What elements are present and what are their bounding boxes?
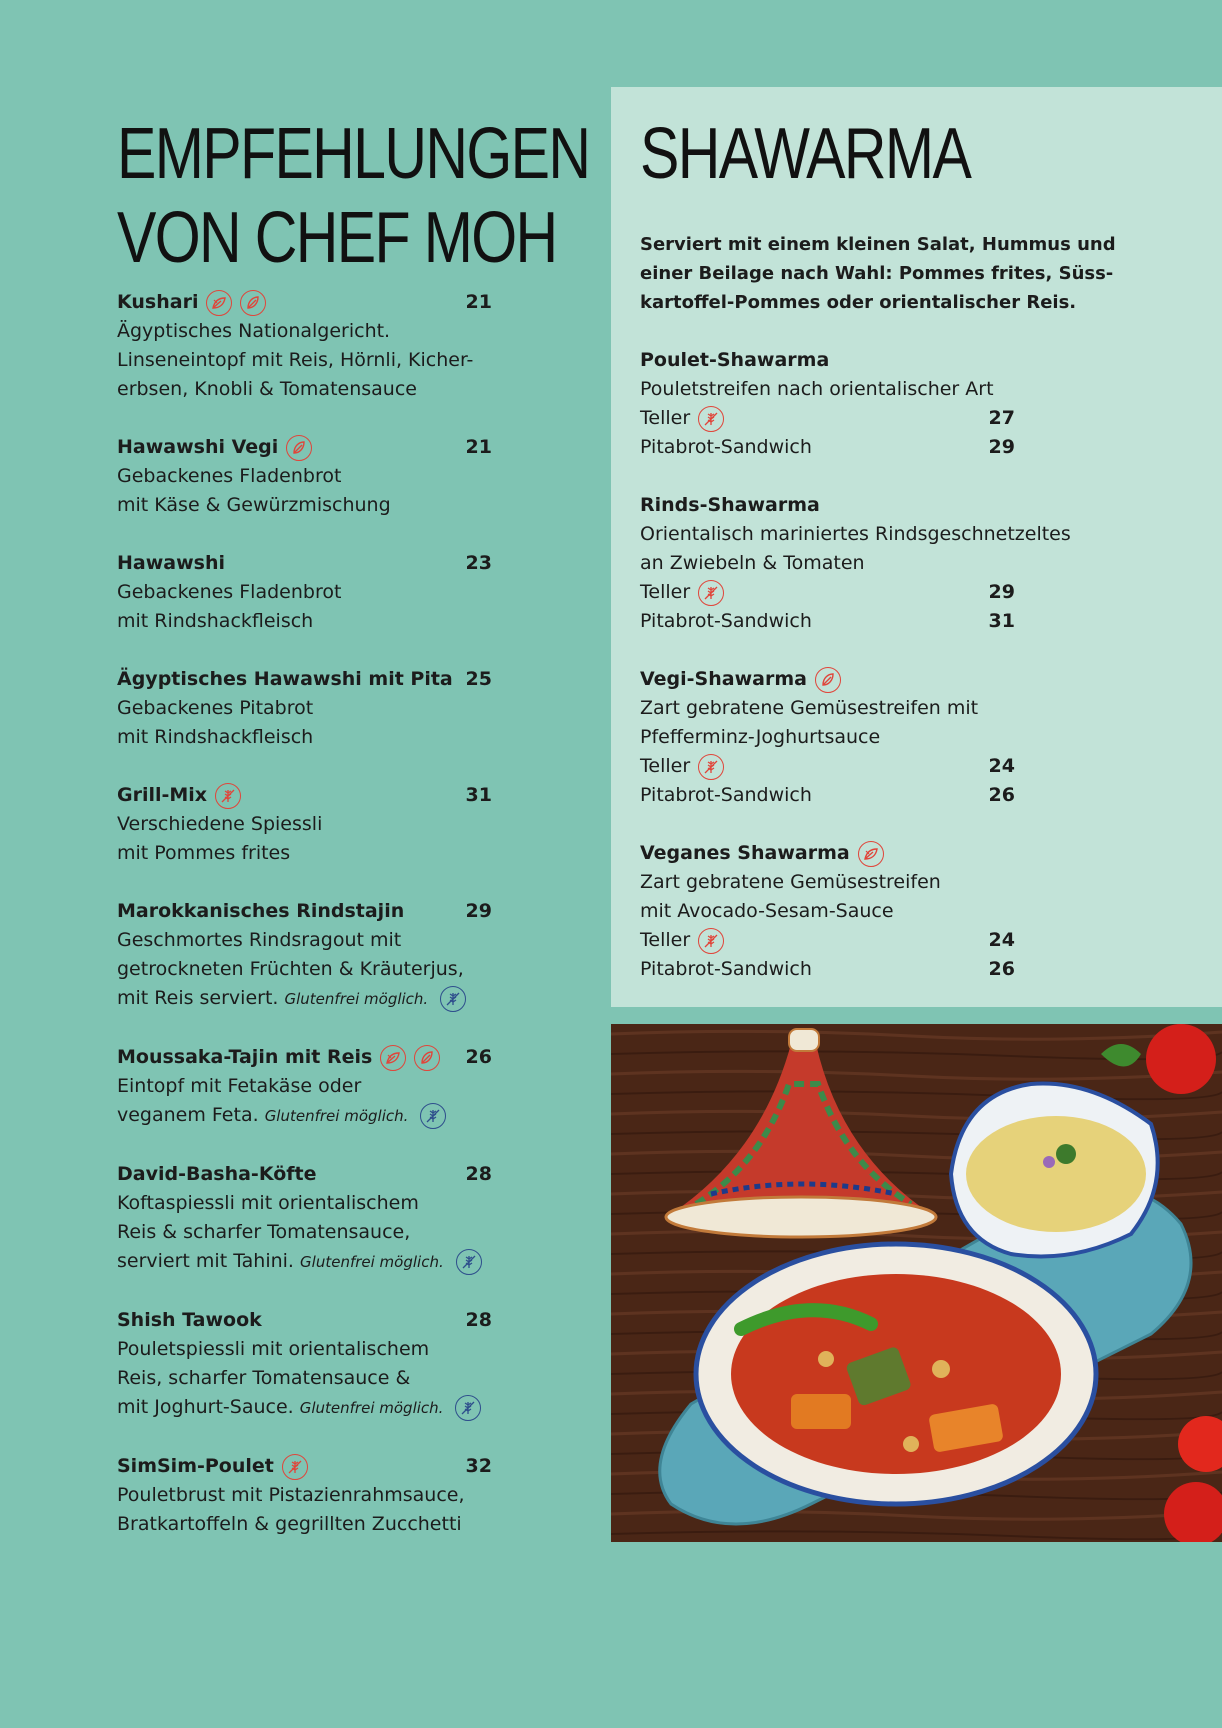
pita-label: Pitabrot-Sandwich — [640, 784, 812, 806]
pita-label: Pitabrot-Sandwich — [640, 958, 812, 980]
gluten-free-icon — [698, 580, 724, 606]
dish-price: 21 — [465, 291, 492, 313]
teller-price: 24 — [988, 755, 1015, 777]
gluten-free-note: Glutenfrei möglich. — [264, 1107, 409, 1125]
dish-item — [117, 433, 492, 520]
teller-row — [640, 578, 1015, 607]
pita-price: 26 — [988, 784, 1015, 806]
section-intro: Serviert mit einem kleinen Salat, Hummus und einer Beilage nach Wahl: Pommes frites, Süss- kartoffel-Pommes oder orientalischer Reis. — [640, 234, 1116, 313]
dish-price: 32 — [465, 1455, 492, 1477]
teller-row — [640, 926, 1015, 955]
gluten-free-note: Glutenfrei möglich. — [299, 1399, 444, 1417]
dish-item — [117, 288, 492, 404]
dish-item — [117, 549, 492, 636]
dish-description: Pouletspiessli mit orientalischem Reis, scharfer Tomatensauce & mit Joghurt-Sauce. — [117, 1338, 430, 1418]
pita-price: 29 — [988, 436, 1015, 458]
gluten-free-icon — [698, 928, 724, 954]
dish-name: Grill-Mix — [117, 784, 208, 806]
teller-row — [640, 404, 1015, 433]
item-description: Zart gebratene Gemüsestreifen mit Pfefferminz-Joghurtsauce — [640, 697, 979, 748]
dish-description: Gebackenes Fladenbrot mit Käse & Gewürzmischung — [117, 465, 391, 516]
dish-name: Moussaka-Tajin mit Reis — [117, 1046, 373, 1068]
dish-name: Marokkanisches Rindstajin — [117, 900, 405, 922]
vegetarian-icon — [414, 1045, 440, 1071]
dish-description: Gebackenes Fladenbrot mit Rindshackfleisch — [117, 581, 342, 632]
dish-item — [117, 1306, 492, 1423]
teller-label: Teller — [640, 929, 691, 951]
dish-description: Pouletbrust mit Pistazienrahmsauce, Bratkartoffeln & gegrillten Zucchetti — [117, 1484, 465, 1535]
dish-item — [117, 1452, 492, 1539]
shawarma-item — [640, 491, 1100, 636]
item-name: Veganes Shawarma — [640, 842, 850, 864]
item-description: Pouletstreifen nach orientalischer Art — [640, 378, 994, 400]
pita-label: Pitabrot-Sandwich — [640, 436, 812, 458]
item-description: Zart gebratene Gemüsestreifen mit Avocado-Sesam-Sauce — [640, 871, 941, 922]
item-name: Vegi-Shawarma — [640, 668, 807, 690]
dish-description: Ägyptisches Nationalgericht. Linseneintopf mit Reis, Hörnli, Kicher- erbsen, Knobli & Tomatensauce — [117, 320, 474, 400]
pita-price: 26 — [988, 958, 1015, 980]
dish-description-wrap — [117, 1335, 492, 1423]
pita-label: Pitabrot-Sandwich — [640, 610, 812, 632]
teller-label: Teller — [640, 581, 691, 603]
dish-price: 26 — [465, 1046, 492, 1068]
chef-recommendations-section — [117, 112, 590, 1568]
tajine-illustration — [611, 1024, 1222, 1542]
teller-row — [640, 752, 1015, 781]
dish-description: Verschiedene Spiessli mit Pommes frites — [117, 813, 323, 864]
dish-name: David-Basha-Köfte — [117, 1163, 317, 1185]
dish-name: Hawawshi — [117, 552, 225, 574]
vegan-icon — [858, 841, 884, 867]
dish-name: SimSim-Poulet — [117, 1455, 274, 1477]
shawarma-item — [640, 346, 1100, 462]
section-title: SHAWARMA — [640, 114, 971, 194]
vegan-icon — [206, 290, 232, 316]
dish-price: 28 — [465, 1163, 492, 1185]
pita-row — [640, 433, 1015, 462]
dish-item — [117, 1043, 492, 1131]
dish-price: 21 — [465, 436, 492, 458]
dish-price: 29 — [465, 900, 492, 922]
dish-item — [117, 781, 492, 868]
pita-row — [640, 781, 1015, 810]
teller-label: Teller — [640, 755, 691, 777]
pita-row — [640, 955, 1015, 984]
item-name: Poulet-Shawarma — [640, 349, 830, 371]
food-photo — [611, 1024, 1222, 1542]
dish-description: Koftaspiessli mit orientalischem Reis & scharfer Tomatensauce, serviert mit Tahini. — [117, 1192, 419, 1272]
dish-price: 23 — [465, 552, 492, 574]
shawarma-item — [640, 665, 1100, 810]
item-name: Rinds-Shawarma — [640, 494, 820, 516]
dish-name: Ägyptisches Hawawshi mit Pita — [117, 668, 453, 690]
dish-item — [117, 665, 492, 752]
dish-name: Shish Tawook — [117, 1309, 262, 1331]
shawarma-item — [640, 839, 1100, 984]
vegetarian-icon — [286, 435, 312, 461]
dish-price: 25 — [465, 668, 492, 690]
section-title — [117, 112, 590, 288]
gluten-free-note: Glutenfrei möglich. — [300, 1253, 444, 1271]
shawarma-section — [611, 87, 1222, 1007]
dish-name: Kushari — [117, 291, 199, 313]
dish-description: Eintopf mit Fetakäse oder veganem Feta. — [117, 1075, 362, 1126]
teller-price: 24 — [988, 929, 1015, 951]
gluten-free-icon — [420, 1103, 446, 1129]
vegetarian-icon — [815, 667, 841, 693]
teller-label: Teller — [640, 407, 691, 429]
dish-description: Gebackenes Pitabrot mit Rindshackfleisch — [117, 697, 314, 748]
vegan-icon — [380, 1045, 406, 1071]
pita-row — [640, 607, 1015, 636]
dish-item — [117, 897, 492, 1014]
gluten-free-icon — [698, 754, 724, 780]
item-description: Orientalisch mariniertes Rindsgeschnetzeltes an Zwiebeln & Tomaten — [640, 523, 1071, 574]
gluten-free-icon — [440, 986, 466, 1012]
gluten-free-icon — [215, 783, 241, 809]
dish-description-wrap — [117, 1189, 492, 1277]
title-line-1: EMPFEHLUNGEN — [117, 114, 590, 194]
dish-price: 31 — [465, 784, 492, 806]
gluten-free-icon — [282, 1454, 308, 1480]
gluten-free-icon — [456, 1249, 482, 1275]
title-line-2: VON CHEF MOH — [117, 198, 557, 278]
gluten-free-note: Glutenfrei möglich. — [284, 990, 429, 1008]
teller-price: 27 — [988, 407, 1015, 429]
gluten-free-icon — [698, 406, 724, 432]
teller-price: 29 — [988, 581, 1015, 603]
dish-description-wrap — [117, 926, 492, 1014]
dish-item — [117, 1160, 492, 1277]
gluten-free-icon — [455, 1395, 481, 1421]
vegetarian-icon — [240, 290, 266, 316]
pita-price: 31 — [988, 610, 1015, 632]
dish-description-wrap — [117, 1072, 492, 1131]
dish-price: 28 — [465, 1309, 492, 1331]
dish-description: Geschmortes Rindsragout mit getrockneten Früchten & Kräuterjus, mit Reis serviert. — [117, 929, 464, 1009]
dish-name: Hawawshi Vegi — [117, 436, 279, 458]
